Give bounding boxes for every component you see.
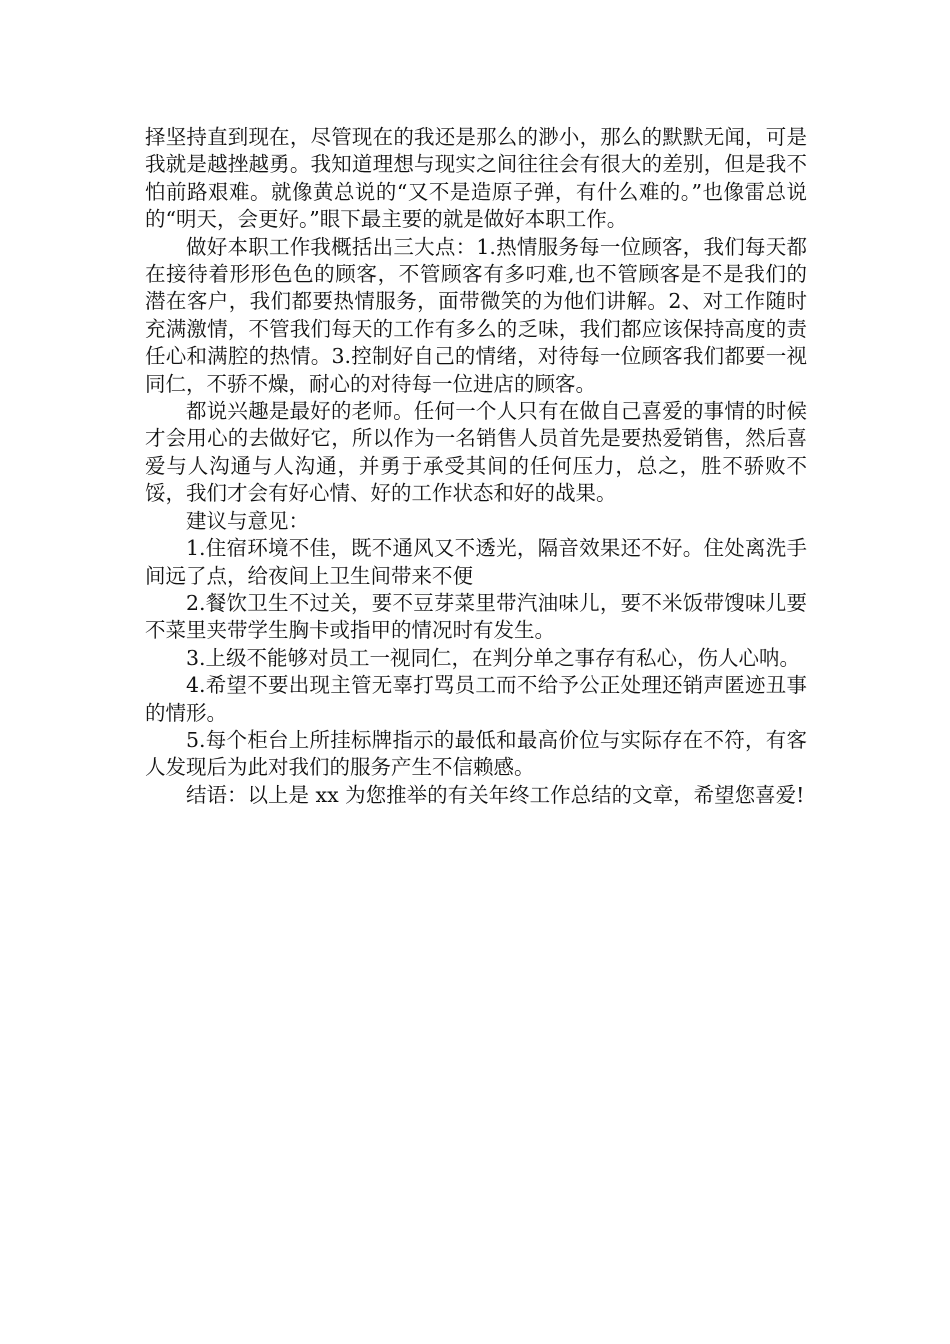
- closing-paragraph: 结语：以上是 xx 为您推举的有关年终工作总结的文章，希望您喜爱!: [186, 782, 805, 807]
- suggestion-item-4: 4.希望不要出现主管无辜打骂员工而不给予公正处理还销声匿迹丑事的情形。: [145, 673, 807, 725]
- suggestions-heading: 建议与意见：: [186, 508, 309, 533]
- suggestion-item-2: 2.餐饮卫生不过关，要不豆芽菜里带汽油味儿，要不米饭带馊味儿要不菜里夹带学生胸卡或指甲的情况时有发生。: [145, 590, 807, 643]
- suggestion-item-1: 1.住宿环境不佳，既不通风又不透光，隔音效果还不好。住处离洗手间远了点，给夜间上卫生间带来不便: [145, 536, 807, 588]
- paragraph-2: 做好本职工作我概括出三大点：1.热情服务每一位顾客，我们每天都在接待着形形色色的顾客，不管顾客有多叼难,也不管顾客是不是我们的潜在客户，我们都要热情服务，面带微笑的为他们讲解。2、对工作随时充满激情，不管我们每天的工作有多么的乏味，我们都应该保持高度的责任心和满腔的热情。3.控制好自己的情绪，对待每一位顾客我们都要一视同仁，不骄不燥，耐心的对待每一位进店的顾客。: [145, 234, 807, 396]
- document-body: [145, 124, 807, 809]
- paragraph-3: 都说兴趣是最好的老师。任何一个人只有在做自己喜爱的事情的时候才会用心的去做好它，所以作为一名销售人员首先是要热爱销售，然后喜爱与人沟通与人沟通，并勇于承受其间的任何压力，总之，胜不骄败不馁，我们才会有好心情、好的工作状态和好的战果。: [145, 399, 807, 506]
- suggestion-item-5: 5.每个柜台上所挂标牌指示的最低和最高价位与实际存在不符，有客人发现后为此对我们的服务产生不信赖感。: [145, 727, 807, 780]
- paragraph-1: 择坚持直到现在，尽管现在的我还是那么的渺小，那么的默默无闻，可是我就是越挫越勇。我知道理想与现实之间往往会有很大的差别，但是我不怕前路艰难。就像黄总说的“又不是造原子弹，有什么难的。”也像雷总说的“明天，会更好。”眼下最主要的就是做好本职工作。: [145, 125, 807, 232]
- suggestion-item-3: 3.上级不能够对员工一视同仁，在判分单之事存有私心，伤人心呐。: [186, 645, 801, 670]
